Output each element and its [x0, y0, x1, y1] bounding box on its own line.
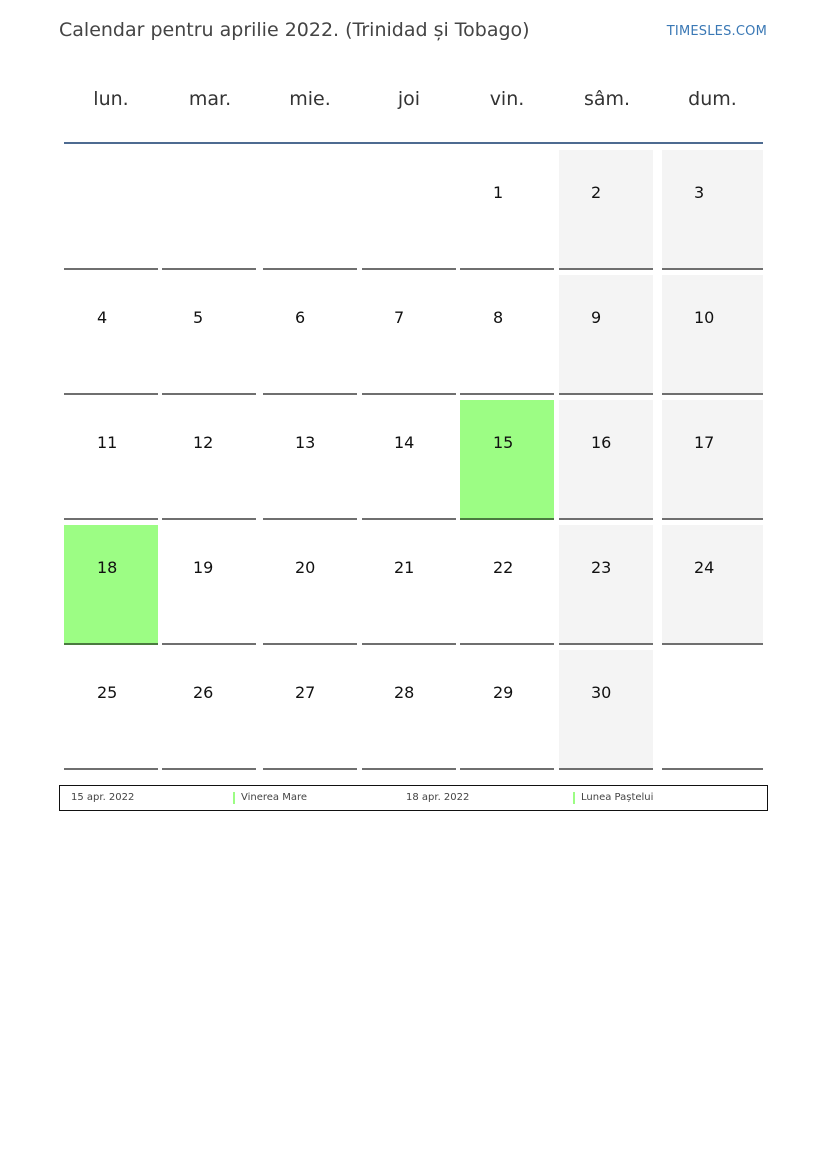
day-cell [263, 400, 357, 520]
day-cell [162, 275, 256, 395]
day-number: 16 [591, 433, 612, 452]
holiday-color-marker [233, 792, 235, 804]
day-number: 14 [394, 433, 415, 452]
day-cell [162, 650, 256, 770]
empty-day-cell [263, 150, 357, 270]
day-cell [460, 150, 554, 270]
day-cell [362, 650, 456, 770]
legend-date: 18 apr. 2022 [406, 792, 470, 803]
holiday-legend [59, 785, 768, 811]
empty-day-cell [64, 150, 158, 270]
day-number: 4 [97, 308, 108, 327]
day-number: 19 [193, 558, 214, 577]
day-cell [559, 275, 653, 395]
day-cell [263, 275, 357, 395]
holiday-color-marker [573, 792, 575, 804]
day-number: 25 [97, 683, 118, 702]
day-number: 2 [591, 183, 602, 202]
day-number: 8 [493, 308, 504, 327]
day-number: 22 [493, 558, 514, 577]
day-cell [263, 525, 357, 645]
day-cell [662, 525, 763, 645]
day-cell [559, 650, 653, 770]
day-cell [559, 150, 653, 270]
day-cell [460, 650, 554, 770]
day-cell [362, 400, 456, 520]
empty-day-cell [662, 650, 763, 770]
day-cell [662, 400, 763, 520]
header-divider [64, 142, 763, 144]
weekday-label: lun. [93, 88, 129, 110]
day-number: 5 [193, 308, 204, 327]
day-cell [64, 400, 158, 520]
day-cell [559, 525, 653, 645]
weekday-label: mar. [188, 88, 232, 110]
day-number: 12 [193, 433, 214, 452]
legend-holiday-name: Lunea Paștelui [581, 792, 654, 803]
day-cell [64, 650, 158, 770]
page-title: Calendar pentru aprilie 2022. (Trinidad și Tobago) [59, 19, 530, 41]
weekday-label: dum. [688, 88, 737, 110]
brand-link[interactable]: TIMESLES.COM [666, 24, 767, 39]
day-number: 20 [295, 558, 316, 577]
day-number: 3 [694, 183, 705, 202]
day-number: 1 [493, 183, 504, 202]
day-number: 27 [295, 683, 316, 702]
day-number: 15 [493, 433, 514, 452]
legend-date: 15 apr. 2022 [71, 792, 135, 803]
holiday-day-cell [460, 400, 554, 520]
day-number: 29 [493, 683, 514, 702]
day-number: 26 [193, 683, 214, 702]
day-cell [460, 525, 554, 645]
day-number: 24 [694, 558, 715, 577]
day-cell [460, 275, 554, 395]
day-cell [162, 525, 256, 645]
empty-day-cell [162, 150, 256, 270]
day-number: 30 [591, 683, 612, 702]
day-cell [362, 275, 456, 395]
day-cell [559, 400, 653, 520]
day-number: 7 [394, 308, 405, 327]
day-cell [362, 525, 456, 645]
day-number: 23 [591, 558, 612, 577]
day-number: 11 [97, 433, 118, 452]
day-number: 10 [694, 308, 715, 327]
day-cell [162, 400, 256, 520]
day-number: 17 [694, 433, 715, 452]
weekday-label: sâm. [583, 88, 631, 110]
day-number: 28 [394, 683, 415, 702]
legend-holiday-name: Vinerea Mare [241, 792, 308, 803]
weekday-label: joi [397, 88, 421, 110]
holiday-day-cell [64, 525, 158, 645]
weekday-header-row [64, 88, 763, 120]
day-number: 21 [394, 558, 415, 577]
day-cell [662, 150, 763, 270]
weekday-label: mie. [289, 88, 331, 110]
empty-day-cell [362, 150, 456, 270]
day-number: 13 [295, 433, 316, 452]
day-cell [662, 275, 763, 395]
day-number: 18 [97, 558, 118, 577]
day-number: 9 [591, 308, 602, 327]
day-cell [263, 650, 357, 770]
day-cell [64, 275, 158, 395]
day-number: 6 [295, 308, 306, 327]
weekday-label: vin. [489, 88, 525, 110]
